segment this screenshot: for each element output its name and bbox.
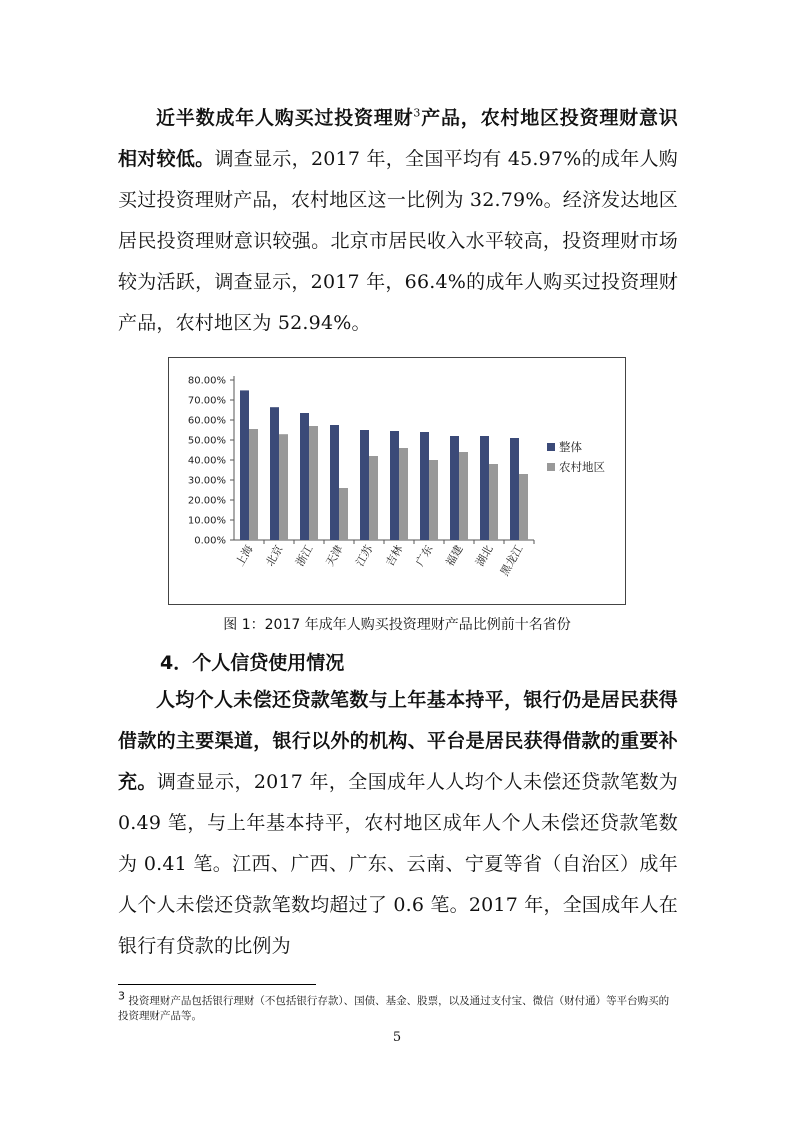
x-tick-label: 湖北 bbox=[473, 543, 496, 569]
paragraph-lead: 近半数成年人购买过投资理财 bbox=[156, 107, 414, 129]
y-tick-label: 20.00% bbox=[187, 495, 226, 507]
bar-overall bbox=[480, 436, 489, 540]
bar-overall bbox=[420, 432, 429, 540]
y-tick-label: 40.00% bbox=[187, 455, 226, 467]
figure-caption: 图 1：2017 年成年人购买投资理财产品比例前十名省份 bbox=[223, 617, 571, 633]
bar-overall bbox=[510, 438, 519, 540]
x-tick-label: 北京 bbox=[263, 543, 286, 569]
legend-swatch bbox=[547, 463, 555, 471]
bar-overall bbox=[330, 425, 339, 540]
bar-rural bbox=[279, 434, 288, 540]
bar-overall bbox=[450, 436, 459, 540]
bar-rural bbox=[459, 452, 468, 540]
bar-rural bbox=[309, 426, 318, 540]
x-tick-label: 吉林 bbox=[383, 543, 406, 569]
paragraph-body: 调查显示，2017 年，全国平均有 45.97%的成年人购买过投资理财产品，农村地区这一比例为 32.79%。经济发达地区居民投资理财意识较强。北京市居民收入水平较高，投资理财市场较为活跃，调查显示，2017 年，66.4%的成年人购买过投资理财产品，农村地区为 52.94%。 bbox=[118, 148, 678, 334]
footnote-text: 投资理财产品包括银行理财（不包括银行存款）、国债、基金、股票，以及通过支付宝、微信（财付通）等平台购买的投资理财产品等。 bbox=[118, 995, 670, 1022]
bar-rural bbox=[489, 464, 498, 540]
x-tick-label: 福建 bbox=[443, 543, 466, 569]
bar-chart bbox=[169, 358, 625, 604]
y-tick-label: 30.00% bbox=[187, 475, 226, 487]
footnote-divider bbox=[118, 984, 316, 985]
legend-label: 整体 bbox=[559, 440, 582, 454]
bar-overall bbox=[360, 430, 369, 540]
paragraph-lead: 人均个人未偿还贷款笔数与上年基本持平，银行仍是居民获得借款的主要渠道，银行以外的机构、平台是居民获得借款的重要补充。 bbox=[118, 689, 678, 793]
page-number: 5 bbox=[392, 1030, 402, 1045]
bar-rural bbox=[399, 448, 408, 540]
y-tick-label: 10.00% bbox=[187, 515, 226, 527]
footnote-reference[interactable]: 3 bbox=[413, 106, 421, 120]
paragraph-body: 调查显示，2017 年，全国成年人人均个人未偿还贷款笔数为 0.49 笔，与上年基本持平，农村地区成年人个人未偿还贷款笔数为 0.41 笔。江西、广西、广东、云南、宁夏等省（自治区）成年人个人未偿还贷款笔数均超过了 0.6 笔。2017 年，全国成年人在银行有贷款的比例为 bbox=[118, 771, 678, 957]
bar-overall bbox=[300, 413, 309, 540]
legend-swatch bbox=[547, 443, 555, 451]
x-tick-label: 浙江 bbox=[293, 543, 316, 569]
bar-rural bbox=[249, 429, 258, 540]
y-tick-label: 80.00% bbox=[187, 375, 226, 387]
y-tick-label: 50.00% bbox=[187, 435, 226, 447]
bar-rural bbox=[369, 456, 378, 540]
y-tick-label: 60.00% bbox=[187, 415, 226, 427]
footnote-marker: 3 bbox=[118, 989, 125, 1003]
legend-label: 农村地区 bbox=[559, 460, 605, 474]
y-tick-label: 0.00% bbox=[194, 535, 226, 547]
x-tick-label: 黑龙江 bbox=[497, 543, 526, 579]
bar-rural bbox=[339, 488, 348, 540]
paragraph-credit bbox=[118, 680, 678, 967]
y-tick-label: 70.00% bbox=[187, 395, 226, 407]
x-tick-label: 天津 bbox=[323, 543, 346, 569]
bar-overall bbox=[390, 431, 399, 540]
x-tick-label: 广东 bbox=[413, 543, 436, 569]
x-tick-label: 江苏 bbox=[353, 543, 376, 569]
bar-chart-frame bbox=[168, 357, 626, 605]
bar-rural bbox=[429, 460, 438, 540]
paragraph-lead-cont: 产品，农村地区投资理财意识相对较低。 bbox=[118, 107, 678, 170]
bar-rural bbox=[519, 474, 528, 540]
section-heading: 4．个人信贷使用情况 bbox=[160, 652, 345, 674]
bar-overall bbox=[270, 407, 279, 540]
paragraph-investment bbox=[118, 98, 678, 344]
bar-overall bbox=[240, 390, 249, 540]
x-tick-label: 上海 bbox=[233, 543, 256, 569]
footnote bbox=[118, 989, 678, 1024]
